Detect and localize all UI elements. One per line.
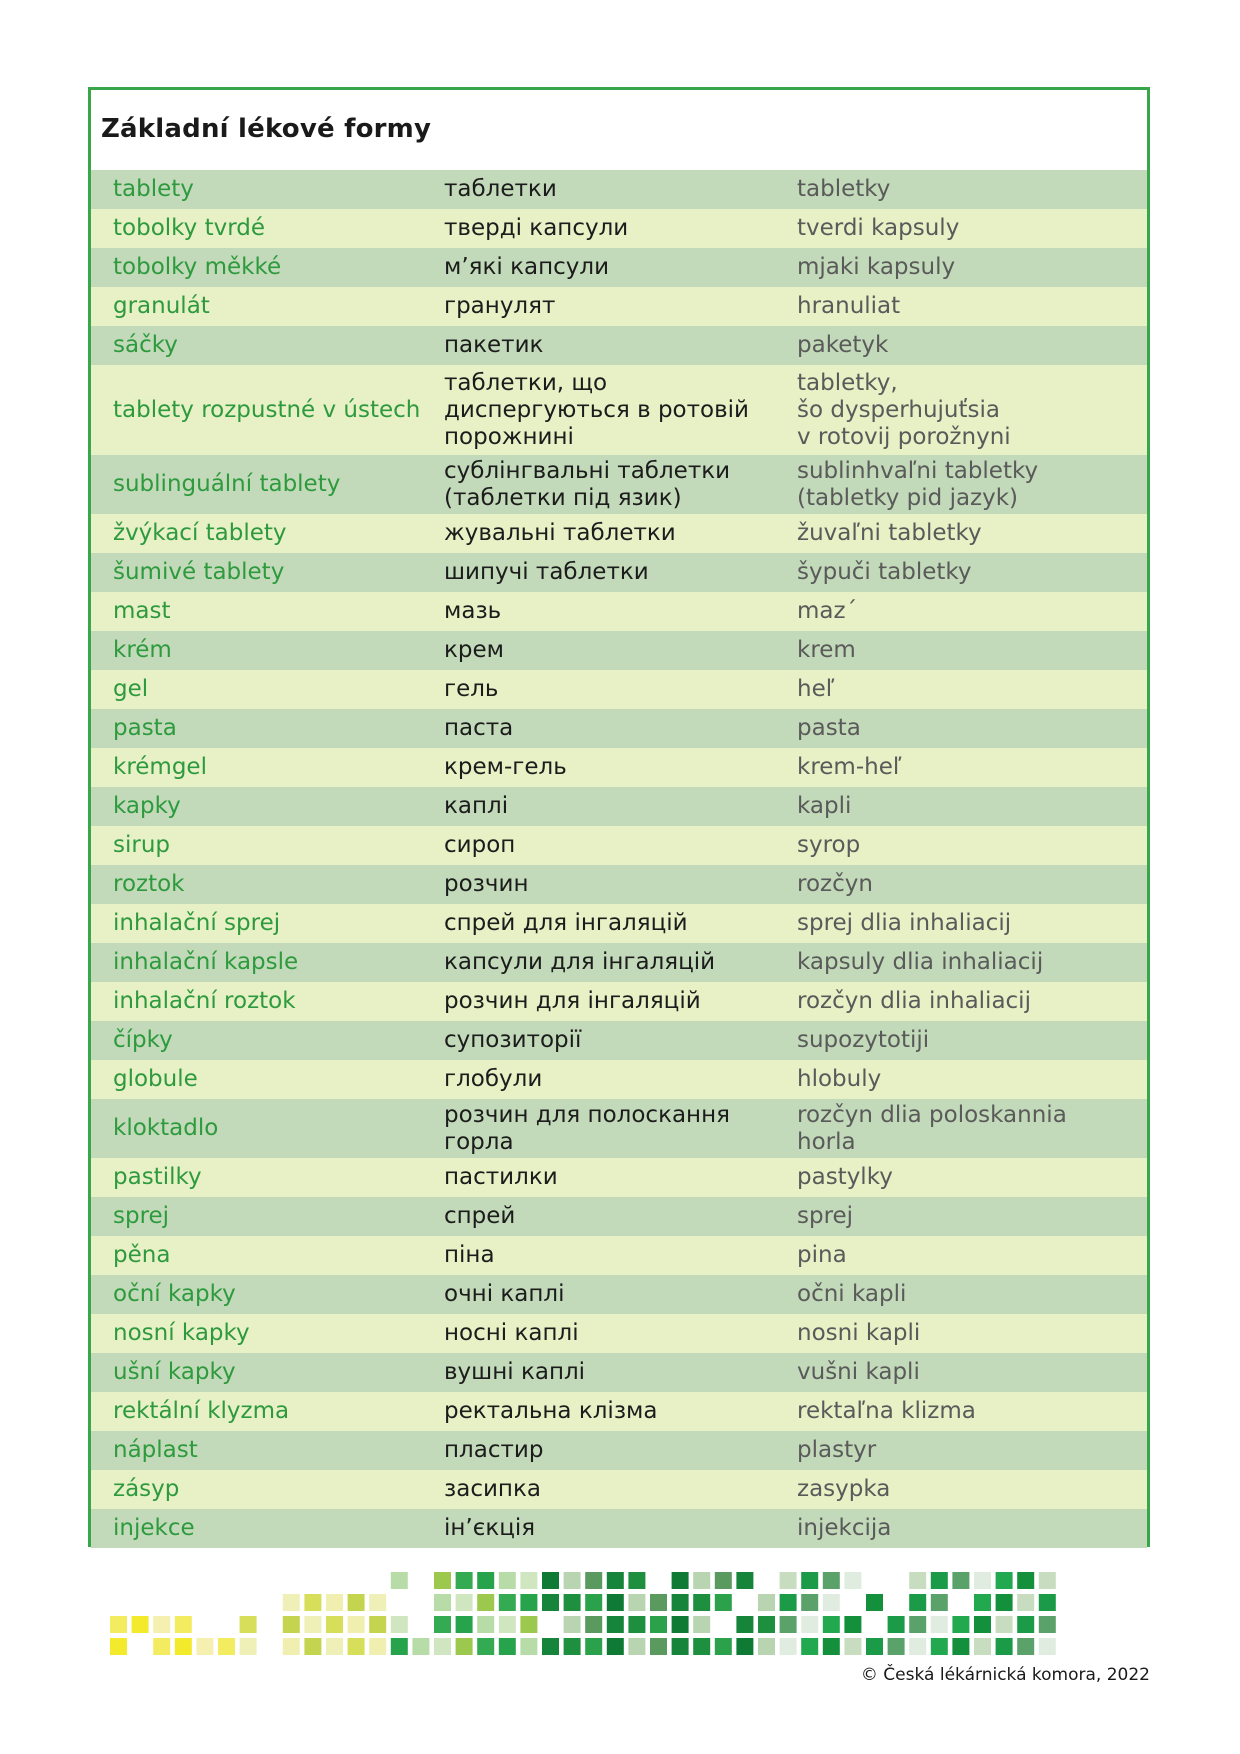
ukrainian-term: капсули для інгаляцій — [444, 949, 716, 975]
table-row — [91, 1099, 1147, 1158]
transliteration-term: paketyk — [797, 332, 889, 358]
mosaic-tile — [607, 1594, 624, 1611]
mosaic-tile — [628, 1572, 645, 1589]
mosaic-tile — [672, 1594, 689, 1611]
mosaic-tile — [283, 1616, 300, 1633]
mosaic-tile — [369, 1616, 386, 1633]
ukrainian-term: спрей — [444, 1203, 516, 1229]
mosaic-tile — [456, 1572, 473, 1589]
mosaic-tile — [715, 1638, 732, 1655]
mosaic-tile — [369, 1638, 386, 1655]
ukrainian-term: розчин для інгаляцій — [444, 988, 701, 1014]
mosaic-tile — [823, 1616, 840, 1633]
transliteration-term: pina — [797, 1242, 847, 1268]
ukrainian-term: крем-гель — [444, 754, 567, 780]
transliteration-term: maz´ — [797, 598, 858, 624]
transliteration-term: zasypka — [797, 1476, 891, 1502]
table-row — [91, 455, 1147, 514]
mosaic-tile — [434, 1594, 451, 1611]
table-row — [91, 592, 1147, 631]
czech-term: injekce — [113, 1515, 195, 1541]
mosaic-tile — [823, 1594, 840, 1611]
czech-term: ušní kapky — [113, 1359, 236, 1385]
transliteration-term: šypuči tabletky — [797, 559, 972, 585]
mosaic-tile — [801, 1638, 818, 1655]
ukrainian-term: засипка — [444, 1476, 541, 1502]
table-row — [91, 1314, 1147, 1353]
mosaic-tile — [996, 1638, 1013, 1655]
mosaic-tile — [931, 1594, 948, 1611]
czech-term: sprej — [113, 1203, 170, 1229]
mosaic-tile — [780, 1594, 797, 1611]
transliteration-term: rozčyn dlia inhaliacij — [797, 988, 1031, 1014]
transliteration-term: žuvaľni tabletky — [797, 520, 982, 546]
mosaic-tile — [736, 1616, 753, 1633]
transliteration-term: plastyr — [797, 1437, 877, 1463]
mosaic-tile — [931, 1638, 948, 1655]
ukrainian-term: супозиторії — [444, 1027, 582, 1053]
mosaic-tile — [153, 1616, 170, 1633]
czech-term: krémgel — [113, 754, 207, 780]
transliteration-term: krem — [797, 637, 856, 663]
czech-term: inhalační sprej — [113, 910, 281, 936]
mosaic-tile — [931, 1616, 948, 1633]
mosaic-tile — [499, 1572, 516, 1589]
mosaic-tile — [434, 1638, 451, 1655]
czech-term: sáčky — [113, 332, 178, 358]
mosaic-tile — [996, 1594, 1013, 1611]
mosaic-tile — [304, 1594, 321, 1611]
mosaic-tile — [477, 1638, 494, 1655]
mosaic-tile — [585, 1572, 602, 1589]
transliteration-term: sprej dlia inhaliacij — [797, 910, 1012, 936]
czech-term: pasta — [113, 715, 177, 741]
ukrainian-term: паста — [444, 715, 514, 741]
czech-term: pěna — [113, 1242, 171, 1268]
table-row — [91, 631, 1147, 670]
mosaic-tile — [607, 1572, 624, 1589]
mosaic-tile — [391, 1572, 408, 1589]
mosaic-tile — [628, 1616, 645, 1633]
mosaic-tile — [520, 1638, 537, 1655]
mosaic-tile — [974, 1594, 991, 1611]
mosaic-tile — [1039, 1572, 1056, 1589]
transliteration-term: tabletky, šо dysperhujuťsia v rotovij porožnyni — [797, 369, 1011, 450]
mosaic-tile — [844, 1638, 861, 1655]
mosaic-tile — [909, 1572, 926, 1589]
transliteration-term: nosni kapli — [797, 1320, 921, 1346]
mosaic-tile — [477, 1616, 494, 1633]
mosaic-tile — [628, 1638, 645, 1655]
mosaic-tile — [218, 1638, 235, 1655]
mosaic-tile — [542, 1594, 559, 1611]
table-row — [91, 209, 1147, 248]
ukrainian-term: сироп — [444, 832, 516, 858]
mosaic-tile — [585, 1638, 602, 1655]
table-row — [91, 1275, 1147, 1314]
ukrainian-term: сублінгвальні таблетки (таблетки під язик) — [444, 457, 731, 511]
czech-term: šumivé tablety — [113, 559, 285, 585]
mosaic-tile — [1017, 1638, 1034, 1655]
ukrainian-term: спрей для інгаляцій — [444, 910, 688, 936]
mosaic-tile — [477, 1572, 494, 1589]
mosaic-tile — [715, 1572, 732, 1589]
mosaic-tile — [283, 1594, 300, 1611]
mosaic-tile — [499, 1616, 516, 1633]
mosaic-tile — [520, 1572, 537, 1589]
ukrainian-term: ректальна клізма — [444, 1398, 658, 1424]
czech-term: rektální klyzma — [113, 1398, 290, 1424]
ukrainian-term: таблетки — [444, 176, 557, 202]
mosaic-tile — [564, 1638, 581, 1655]
mosaic-tile — [175, 1638, 192, 1655]
czech-term: inhalační roztok — [113, 988, 296, 1014]
ukrainian-term: вушні каплі — [444, 1359, 586, 1385]
transliteration-term: krem-heľ — [797, 754, 902, 780]
mosaic-tile — [758, 1638, 775, 1655]
mosaic-tile — [283, 1638, 300, 1655]
transliteration-term: sublinhvaľni tabletky (tabletky pid jazyk) — [797, 457, 1039, 511]
mosaic-tile — [153, 1638, 170, 1655]
mosaic-tile — [736, 1572, 753, 1589]
mosaic-tile — [974, 1616, 991, 1633]
mosaic-tile — [499, 1638, 516, 1655]
mosaic-tile — [736, 1638, 753, 1655]
table-row — [91, 514, 1147, 553]
table-row — [91, 1060, 1147, 1099]
transliteration-term: rozčyn — [797, 871, 873, 897]
mosaic-tile — [326, 1616, 343, 1633]
mosaic-tile — [844, 1616, 861, 1633]
mosaic-tile — [650, 1594, 667, 1611]
czech-term: čípky — [113, 1027, 173, 1053]
mosaic-tile — [110, 1616, 127, 1633]
mosaic-tile — [477, 1594, 494, 1611]
mosaic-tile — [628, 1594, 645, 1611]
mosaic-tile — [780, 1572, 797, 1589]
ukrainian-term: розчин — [444, 871, 529, 897]
mosaic-tile — [585, 1594, 602, 1611]
transliteration-term: sprej — [797, 1203, 854, 1229]
mosaic-tile — [240, 1638, 257, 1655]
czech-term: žvýkací tablety — [113, 520, 287, 546]
mosaic-tile — [1017, 1616, 1034, 1633]
mosaic-tile — [931, 1572, 948, 1589]
ukrainian-term: крем — [444, 637, 504, 663]
ukrainian-term: тверді капсули — [444, 215, 629, 241]
mosaic-tile — [693, 1638, 710, 1655]
mosaic-tile — [542, 1572, 559, 1589]
mosaic-tile — [542, 1638, 559, 1655]
mosaic-tile — [175, 1616, 192, 1633]
ukrainian-term: м’які капсули — [444, 254, 610, 280]
table-row — [91, 670, 1147, 709]
czech-term: sublinguální tablety — [113, 471, 341, 497]
mosaic-tile — [391, 1638, 408, 1655]
mosaic-tile — [909, 1638, 926, 1655]
mosaic-tile — [866, 1638, 883, 1655]
mosaic-tile — [758, 1616, 775, 1633]
mosaic-tile — [888, 1638, 905, 1655]
transliteration-term: heľ — [797, 676, 835, 702]
czech-term: globule — [113, 1066, 198, 1092]
table-row — [91, 748, 1147, 787]
ukrainian-term: глобули — [444, 1066, 543, 1092]
transliteration-term: syrop — [797, 832, 861, 858]
mosaic-tile — [304, 1616, 321, 1633]
page-title: Základní lékové formy — [101, 114, 432, 144]
table-row — [91, 1431, 1147, 1470]
table-row — [91, 943, 1147, 982]
transliteration-term: pasta — [797, 715, 861, 741]
transliteration-term: tverdi kapsuly — [797, 215, 960, 241]
mosaic-tile — [564, 1572, 581, 1589]
mosaic-tile — [952, 1572, 969, 1589]
ukrainian-term: гель — [444, 676, 499, 702]
ukrainian-term: каплі — [444, 793, 509, 819]
ukrainian-term: піна — [444, 1242, 495, 1268]
mosaic-tile — [369, 1594, 386, 1611]
ukrainian-term: таблетки, що диспергуються в ротовій порожнині — [444, 369, 749, 450]
copyright-notice: © Česká lékárnická komora, 2022 — [860, 1665, 1150, 1685]
mosaic-tile — [348, 1594, 365, 1611]
mosaic-tile — [326, 1638, 343, 1655]
mosaic-tile — [110, 1638, 127, 1655]
ukrainian-term: ін’єкція — [444, 1515, 536, 1541]
table-row — [91, 1470, 1147, 1509]
czech-term: oční kapky — [113, 1281, 236, 1307]
table-row — [91, 865, 1147, 904]
table-row — [91, 326, 1147, 365]
mosaic-tile — [996, 1616, 1013, 1633]
mosaic-tile — [672, 1616, 689, 1633]
mosaic-tile — [693, 1616, 710, 1633]
mosaic-tile — [434, 1616, 451, 1633]
mosaic-tile — [520, 1594, 537, 1611]
table-row — [91, 1021, 1147, 1060]
mosaic-tile — [801, 1616, 818, 1633]
mosaic-tile — [391, 1616, 408, 1633]
mosaic-tile — [607, 1638, 624, 1655]
czech-term: kloktadlo — [113, 1115, 219, 1141]
mosaic-tile — [456, 1616, 473, 1633]
mosaic-tile — [823, 1638, 840, 1655]
ukrainian-term: гранулят — [444, 293, 556, 319]
czech-term: nosní kapky — [113, 1320, 250, 1346]
mosaic-tile — [196, 1638, 213, 1655]
table-row — [91, 1197, 1147, 1236]
table-row — [91, 287, 1147, 326]
table-row — [91, 1158, 1147, 1197]
mosaic-tile — [326, 1594, 343, 1611]
mosaic-tile — [974, 1572, 991, 1589]
table-row — [91, 248, 1147, 287]
transliteration-term: pastylky — [797, 1164, 893, 1190]
mosaic-tile — [650, 1616, 667, 1633]
czech-term: mast — [113, 598, 171, 624]
mosaic-tile — [585, 1616, 602, 1633]
ukrainian-term: очні каплі — [444, 1281, 565, 1307]
mosaic-tile — [844, 1572, 861, 1589]
mosaic-tile — [1039, 1594, 1056, 1611]
table-row — [91, 1509, 1147, 1548]
table-row — [91, 553, 1147, 592]
czech-term: roztok — [113, 871, 185, 897]
transliteration-term: mjaki kapsuly — [797, 254, 956, 280]
mosaic-tile — [672, 1572, 689, 1589]
table-row — [91, 365, 1147, 455]
mosaic-tile — [650, 1638, 667, 1655]
mosaic-tile — [564, 1594, 581, 1611]
mosaic-tile — [974, 1638, 991, 1655]
mosaic-tile — [132, 1616, 149, 1633]
transliteration-term: rektaľna klizma — [797, 1398, 976, 1424]
mosaic-tile — [801, 1594, 818, 1611]
mosaic-tile — [996, 1572, 1013, 1589]
mosaic-tile — [715, 1594, 732, 1611]
ukrainian-term: шипучі таблетки — [444, 559, 649, 585]
mosaic-tile — [693, 1572, 710, 1589]
mosaic-tile — [1039, 1638, 1056, 1655]
czech-term: pastilky — [113, 1164, 202, 1190]
mosaic-tile — [888, 1616, 905, 1633]
mosaic-tile — [672, 1638, 689, 1655]
ukrainian-term: мазь — [444, 598, 502, 624]
dosage-forms-table — [91, 170, 1147, 1548]
table-row — [91, 170, 1147, 209]
mosaic-tile — [952, 1638, 969, 1655]
mosaic-tile — [780, 1638, 797, 1655]
czech-term: krém — [113, 637, 172, 663]
mosaic-tile — [1039, 1616, 1056, 1633]
transliteration-term: hlobuly — [797, 1066, 882, 1092]
mosaic-tile — [240, 1616, 257, 1633]
mosaic-tile — [434, 1572, 451, 1589]
transliteration-term: rozčyn dlia poloskannia horla — [797, 1101, 1067, 1155]
ukrainian-term: пластир — [444, 1437, 544, 1463]
transliteration-term: vušni kapli — [797, 1359, 920, 1385]
mosaic-tile — [801, 1572, 818, 1589]
czech-term: kapky — [113, 793, 181, 819]
mosaic-tile — [348, 1616, 365, 1633]
mosaic-tile — [1017, 1572, 1034, 1589]
mosaic-tile — [348, 1638, 365, 1655]
mosaic-tile — [758, 1594, 775, 1611]
table-row — [91, 904, 1147, 943]
mosaic-tile — [1017, 1594, 1034, 1611]
czech-term: inhalační kapsle — [113, 949, 299, 975]
transliteration-term: supozytotiji — [797, 1027, 930, 1053]
transliteration-term: injekcija — [797, 1515, 892, 1541]
czech-term: granulát — [113, 293, 210, 319]
mosaic-tile — [456, 1594, 473, 1611]
table-row — [91, 982, 1147, 1021]
mosaic-tile — [693, 1594, 710, 1611]
ukrainian-term: жувальні таблетки — [444, 520, 676, 546]
ukrainian-term: пастилки — [444, 1164, 558, 1190]
transliteration-term: hranuliat — [797, 293, 901, 319]
transliteration-term: očni kapli — [797, 1281, 907, 1307]
document-frame — [88, 87, 1150, 1547]
mosaic-tile — [909, 1594, 926, 1611]
mosaic-tile — [780, 1616, 797, 1633]
mosaic-tile — [823, 1572, 840, 1589]
table-row — [91, 826, 1147, 865]
mosaic-tile — [304, 1638, 321, 1655]
mosaic-tile — [866, 1594, 883, 1611]
czech-term: tobolky měkké — [113, 254, 282, 280]
table-row — [91, 1392, 1147, 1431]
mosaic-tile — [520, 1616, 537, 1633]
transliteration-term: kapli — [797, 793, 852, 819]
mosaic-tile — [607, 1616, 624, 1633]
mosaic-tile — [564, 1616, 581, 1633]
mosaic-tile — [909, 1616, 926, 1633]
czech-term: zásyp — [113, 1476, 180, 1502]
ukrainian-term: розчин для полоскання горла — [444, 1101, 730, 1155]
table-row — [91, 709, 1147, 748]
ukrainian-term: пакетик — [444, 332, 544, 358]
mosaic-tile — [412, 1638, 429, 1655]
czech-term: tablety — [113, 176, 194, 202]
mosaic-tile — [499, 1594, 516, 1611]
czech-term: náplast — [113, 1437, 198, 1463]
czech-term: tobolky tvrdé — [113, 215, 266, 241]
table-row — [91, 787, 1147, 826]
czech-term: gel — [113, 676, 149, 702]
ukrainian-term: носні каплі — [444, 1320, 579, 1346]
table-row — [91, 1353, 1147, 1392]
mosaic-tile — [952, 1616, 969, 1633]
czech-term: tablety rozpustné v ústech — [113, 396, 421, 423]
transliteration-term: kapsuly dlia inhaliacij — [797, 949, 1044, 975]
transliteration-term: tabletky — [797, 176, 891, 202]
czech-term: sirup — [113, 832, 171, 858]
table-row — [91, 1236, 1147, 1275]
mosaic-tile — [456, 1638, 473, 1655]
